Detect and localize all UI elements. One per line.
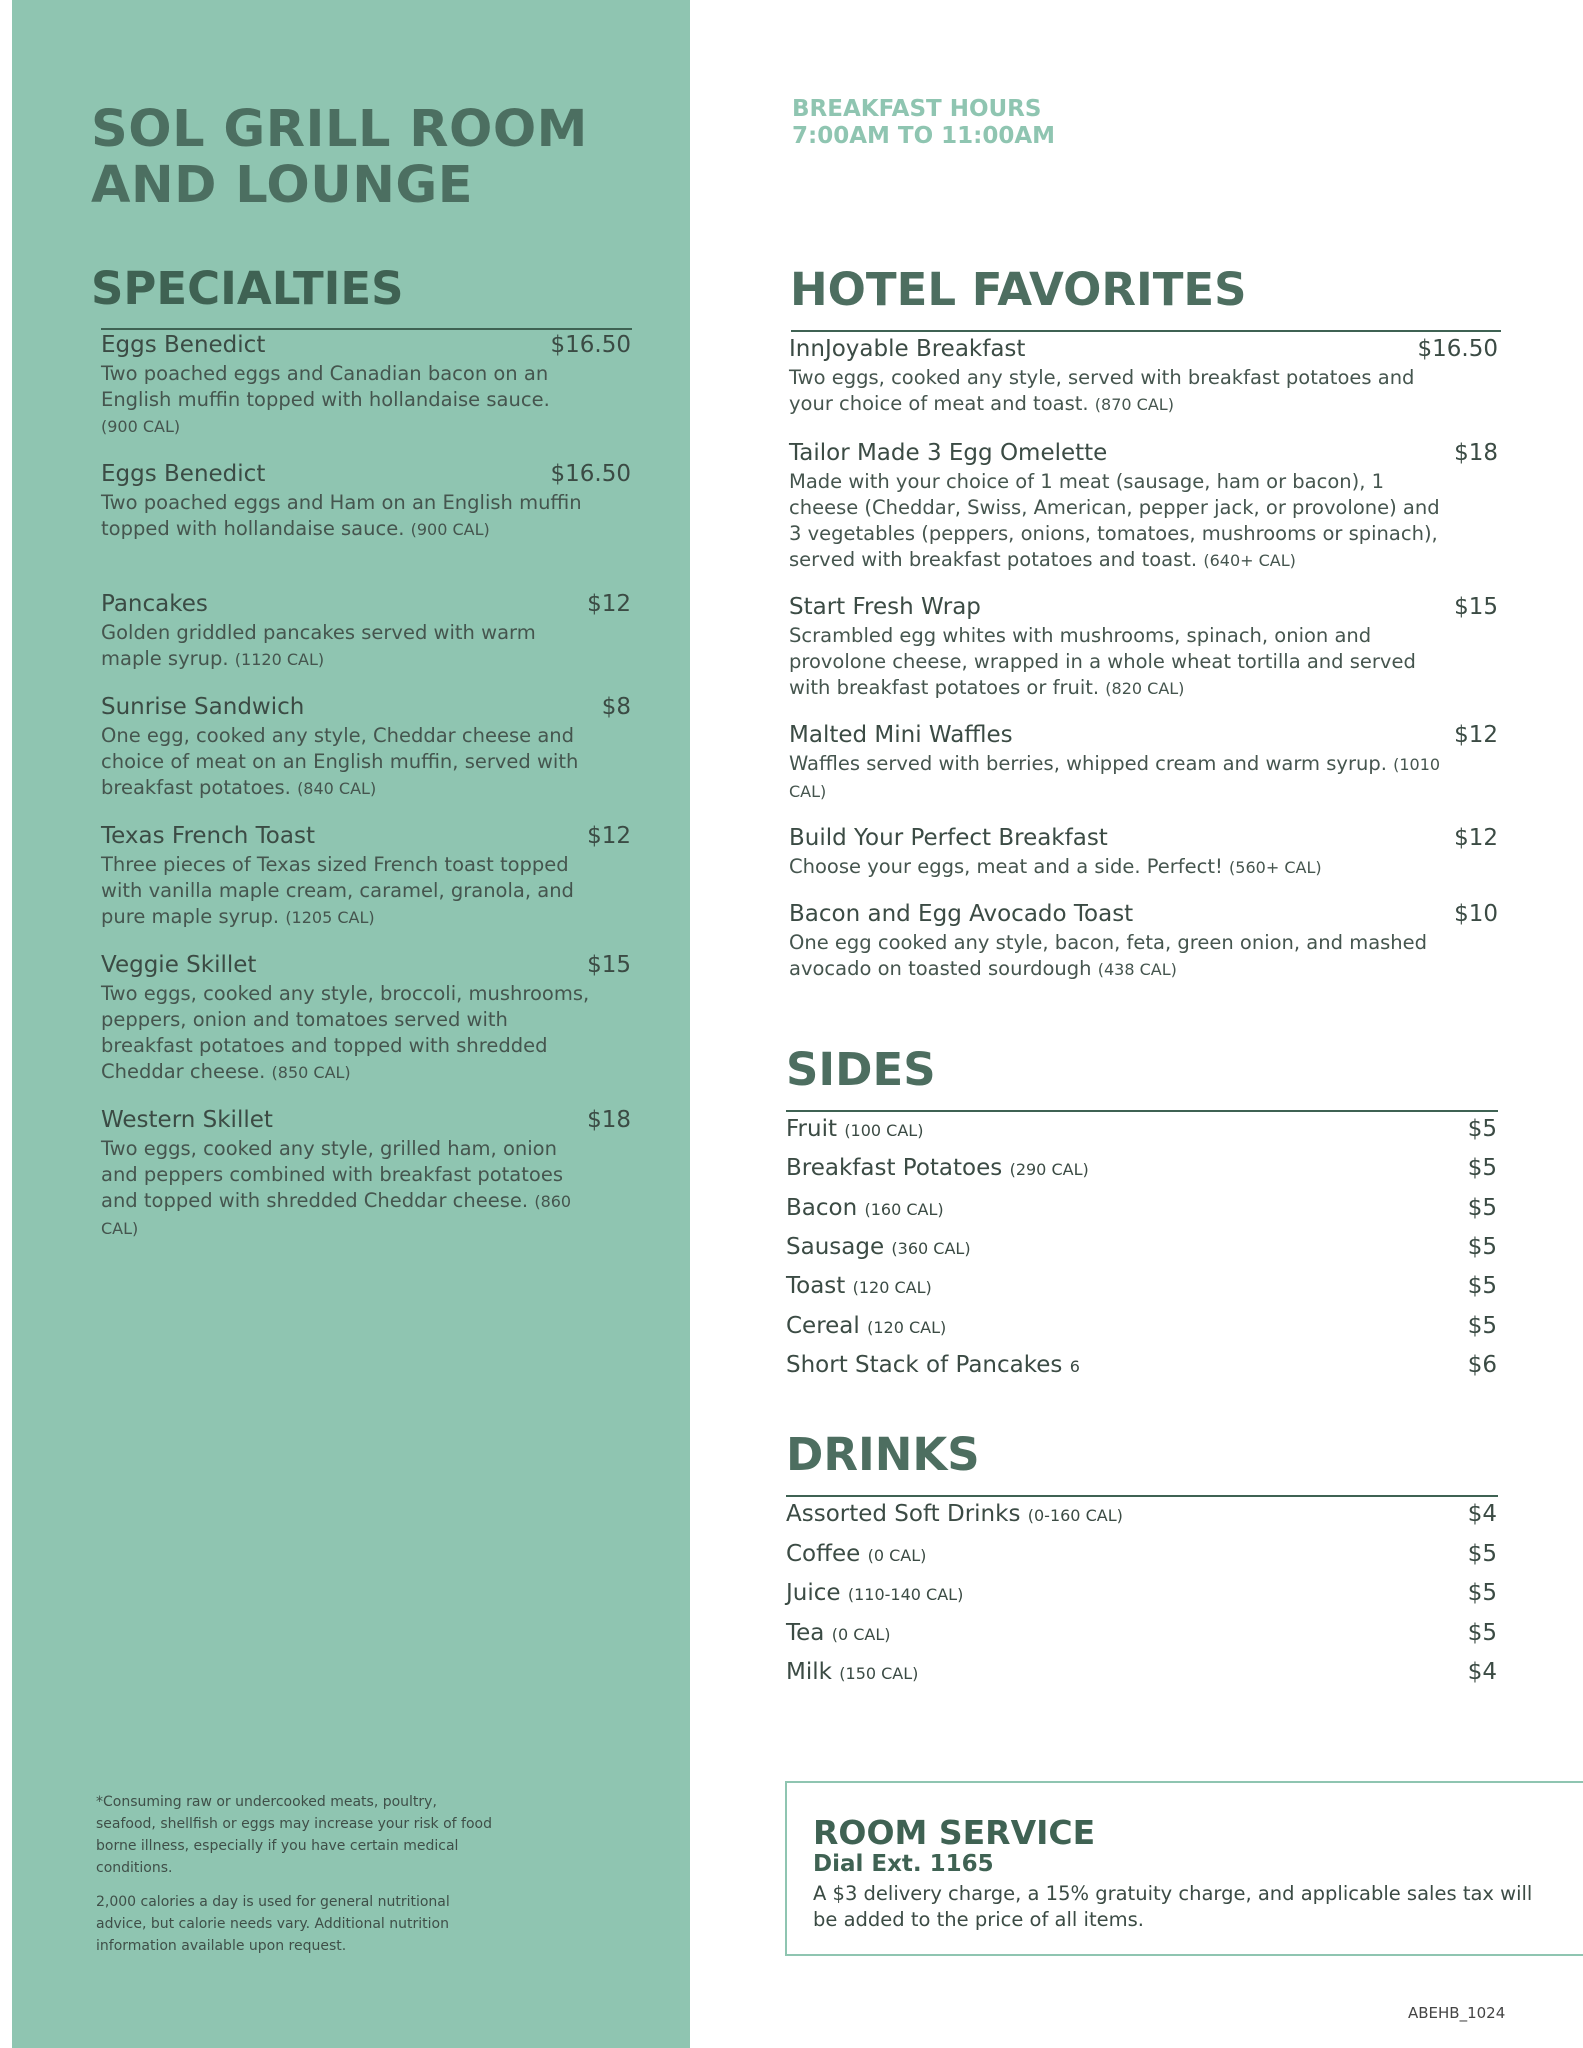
item-calories: (840 CAL) [297,779,377,798]
item-description: Two eggs, cooked any style, grilled ham, onion and peppers combined with breakfast potatoes and topped with shredded Cheddar cheese. (860 CAL) [101,1137,572,1238]
item-calories: (0-160 CAL) [1027,1506,1123,1525]
item-calories: (438 CAL) [1097,960,1177,979]
item-name: Bacon [786,1195,858,1221]
list-item [786,1273,1497,1299]
item-price: $4 [1467,1501,1497,1527]
menu-item [789,336,1498,418]
item-name: Juice [786,1580,841,1606]
sides-divider [786,1110,1498,1112]
item-price: $16.50 [550,461,631,487]
item-name: InnJoyable Breakfast [789,336,1026,362]
item-calories: (900 CAL) [101,417,181,436]
item-calories: (900 CAL) [410,520,490,539]
item-name: Fruit [786,1116,837,1142]
item-price: $5 [1467,1580,1497,1606]
room-service-heading: ROOM SERVICE [813,1813,1096,1852]
list-item [786,1116,1497,1142]
menu-item [101,332,631,440]
item-name: Sausage [786,1234,885,1260]
item-description: Three pieces of Texas sized French toast topped with vanilla maple cream, caramel, granola, and pure maple syrup. (1205 CAL) [101,853,574,928]
menu-item [789,901,1498,983]
item-price: $10 [1454,901,1498,927]
item-description: Two eggs, cooked any style, served with breakfast potatoes and your choice of meat and toast. (870 CAL) [789,366,1415,415]
item-price: $12 [587,823,631,849]
item-description: Two poached eggs and Canadian bacon on an English muffin topped with hollandaise sauce. (900 CAL) [101,362,550,436]
item-name: Milk [786,1659,832,1685]
breakfast-hours: BREAKFAST HOURS 7:00AM TO 11:00AM [792,96,1056,149]
menu-item [789,594,1498,702]
room-service-box [785,1781,1583,1956]
item-calories: (560+ CAL) [1229,858,1322,877]
list-item [786,1234,1497,1260]
menu-item [101,591,631,673]
item-calories: (160 CAL) [864,1200,944,1219]
item-calories: (870 CAL) [1094,395,1174,414]
item-name: Cereal [786,1313,860,1339]
hotel-favorites-divider [791,330,1501,332]
raw-food-disclaimer: *Consuming raw or undercooked meats, poultry, seafood, shellfish or eggs may increase your risk of food borne illness, especially if you have certain medical conditions. [96,1794,492,1876]
list-item [786,1195,1497,1221]
menu-item [101,694,631,802]
menu-item [101,823,631,931]
item-name: Texas French Toast [101,823,315,849]
item-description: Made with your choice of 1 meat (sausage, ham or bacon), 1 cheese (Cheddar, Swiss, American, pepper jack, or provolone) and 3 vegetables (peppers, onions, tomatoes, mushrooms or spinach), served with breakfast potatoes and toast. (640+ CAL) [789,470,1440,571]
item-calories: (120 CAL) [867,1318,947,1337]
item-price: $16.50 [550,332,631,358]
item-name: Eggs Benedict [101,461,266,487]
item-description: Two poached eggs and Ham on an English muffin topped with hollandaise sauce. (900 CAL) [101,491,582,540]
item-name: Toast [786,1273,846,1299]
item-price: $5 [1467,1313,1497,1339]
item-calories: (290 CAL) [1009,1160,1089,1179]
item-calories: (1010 CAL) [789,755,1441,801]
item-name: Start Fresh Wrap [789,594,981,620]
list-item [786,1155,1497,1181]
item-price: $8 [601,694,631,720]
item-price: $5 [1467,1620,1497,1646]
item-price: $16.50 [1417,336,1498,362]
item-calories: (860 CAL) [101,1192,572,1238]
item-name: Short Stack of Pancakes [786,1352,1063,1378]
list-item [786,1313,1497,1339]
item-calories: (820 CAL) [1105,679,1185,698]
item-name: Tailor Made 3 Egg Omelette [789,440,1108,466]
item-price: $12 [1454,722,1498,748]
item-description: Scrambled egg whites with mushrooms, spinach, onion and provolone cheese, wrapped in a whole wheat tortilla and served with breakfast potatoes or fruit. (820 CAL) [789,624,1416,699]
menu-item [101,1107,631,1242]
item-calories: (640+ CAL) [1203,551,1296,570]
list-item [786,1541,1497,1567]
item-name: Veggie Skillet [101,952,257,978]
item-name: Malted Mini Waffles [789,722,1013,748]
item-price: $5 [1467,1273,1497,1299]
item-price: $5 [1467,1116,1497,1142]
drinks-heading: DRINKS [786,1428,980,1481]
list-item [786,1620,1497,1646]
item-price: $6 [1467,1352,1497,1378]
item-name: Bacon and Egg Avocado Toast [789,901,1134,927]
list-item [786,1659,1497,1685]
menu-item [789,722,1498,805]
item-description: One egg cooked any style, bacon, feta, green onion, and mashed avocado on toasted sourdough (438 CAL) [789,931,1428,980]
item-price: $15 [1454,594,1498,620]
item-description: Waffles served with berries, whipped cream and warm syrup. (1010 CAL) [789,752,1441,801]
item-price: $18 [587,1107,631,1133]
item-price: $12 [587,591,631,617]
menu-item [101,952,631,1086]
item-price: $4 [1467,1659,1497,1685]
item-description: Two eggs, cooked any style, broccoli, mushrooms, peppers, onion and tomatoes served with breakfast potatoes and topped with shredded Cheddar cheese. (850 CAL) [101,982,590,1083]
item-calories: (360 CAL) [891,1239,971,1258]
item-calories: (150 CAL) [839,1664,919,1683]
list-item [786,1580,1497,1606]
item-price: $5 [1467,1234,1497,1260]
item-price: $5 [1467,1195,1497,1221]
item-price: $5 [1467,1541,1497,1567]
item-name: Eggs Benedict [101,332,266,358]
hotel-favorites-heading: HOTEL FAVORITES [790,263,1247,316]
sides-heading: SIDES [786,1043,936,1096]
item-calories: (0 CAL) [831,1625,891,1644]
list-item [786,1352,1497,1378]
item-price: $15 [587,952,631,978]
restaurant-title: SOL GRILL ROOM AND LOUNGE [91,100,588,215]
item-calories: (1120 CAL) [234,650,325,669]
item-name: Sunrise Sandwich [101,694,305,720]
item-calories: (1205 CAL) [285,908,375,927]
item-calories: (120 CAL) [852,1278,932,1297]
item-calories: (850 CAL) [271,1063,351,1082]
item-calories: 6 [1069,1357,1080,1376]
menu-code: ABEHB_1024 [1408,2004,1506,2022]
item-description: One egg, cooked any style, Cheddar cheese and choice of meat on an English muffin, served with breakfast potatoes. (840 CAL) [101,724,579,799]
drinks-divider [786,1495,1498,1497]
item-name: Build Your Perfect Breakfast [789,825,1108,851]
room-service-extension: Dial Ext. 1165 [813,1851,994,1877]
menu-item [789,825,1498,881]
room-service-note: A $3 delivery charge, a 15% gratuity charge, and applicable sales tax will be added to the price of all items. [813,1882,1533,1931]
item-calories: (0 CAL) [867,1546,927,1565]
item-description: Golden griddled pancakes served with warm maple syrup. (1120 CAL) [101,621,536,670]
item-name: Pancakes [101,591,208,617]
calorie-disclaimer: 2,000 calories a day is used for general nutritional advice, but calorie needs vary. Additional nutrition information available upon request. [96,1894,450,1954]
item-description: Choose your eggs, meat and a side. Perfect! (560+ CAL) [789,855,1322,878]
item-name: Tea [786,1620,825,1646]
item-name: Assorted Soft Drinks [786,1501,1021,1527]
item-name: Coffee [786,1541,861,1567]
item-name: Breakfast Potatoes [786,1155,1003,1181]
item-price: $5 [1467,1155,1497,1181]
item-calories: (110-140 CAL) [847,1585,964,1604]
specialties-divider [101,328,632,330]
specialties-heading: SPECIALTIES [91,262,404,315]
item-calories: (100 CAL) [844,1121,924,1140]
item-price: $18 [1454,440,1498,466]
item-name: Western Skillet [101,1107,273,1133]
item-price: $12 [1454,825,1498,851]
list-item [786,1501,1497,1527]
menu-item [101,461,631,543]
menu-item [789,440,1498,574]
